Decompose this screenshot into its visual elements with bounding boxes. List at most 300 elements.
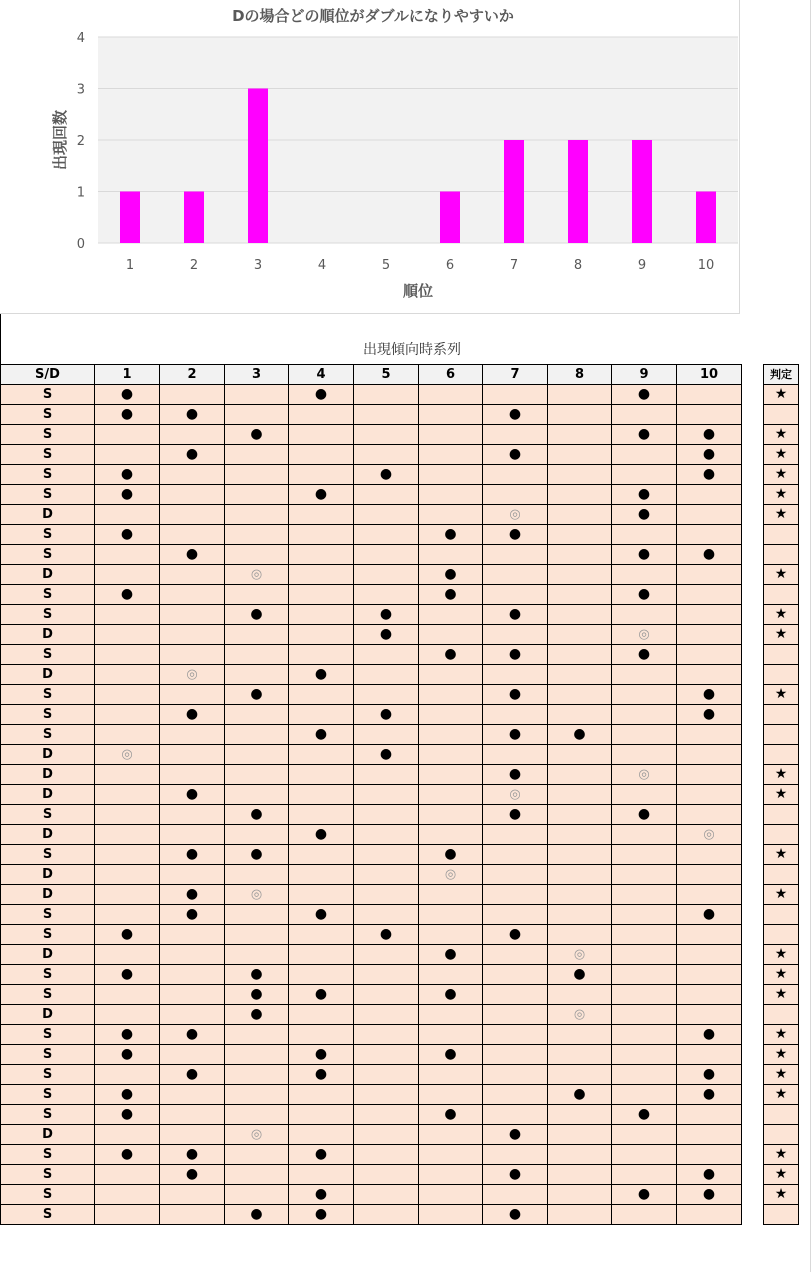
rank-cell: ● xyxy=(289,665,354,685)
rank-cell: ◎ xyxy=(612,625,677,645)
rank-cell: ● xyxy=(95,1105,160,1125)
rank-cell: ● xyxy=(677,1085,742,1105)
rank-header: 3 xyxy=(225,365,289,385)
rank-cell: ● xyxy=(225,605,289,625)
judge-cell xyxy=(764,865,799,885)
rank-cell: ● xyxy=(677,445,742,465)
rank-cell xyxy=(548,1105,612,1125)
rank-cell: ● xyxy=(289,825,354,845)
rank-cell xyxy=(612,865,677,885)
rank-cell: ● xyxy=(160,705,225,725)
rank-cell: ● xyxy=(612,585,677,605)
rank-cell xyxy=(419,405,483,425)
judge-cell xyxy=(764,1005,799,1025)
rank-cell xyxy=(677,845,742,865)
judge-row xyxy=(764,1085,799,1105)
sd-cell: S xyxy=(1,905,95,925)
rank-cell: ● xyxy=(289,1145,354,1165)
rank-cell xyxy=(354,525,419,545)
rank-cell xyxy=(483,905,548,925)
table-row xyxy=(1,925,742,945)
rank-cell xyxy=(354,1005,419,1025)
x-tick-label: 6 xyxy=(445,258,455,273)
judge-row xyxy=(764,845,799,865)
rank-cell: ● xyxy=(677,1065,742,1085)
sd-cell: S xyxy=(1,1045,95,1065)
sd-header: S/D xyxy=(1,365,95,385)
rank-cell xyxy=(289,1125,354,1145)
rank-cell xyxy=(289,745,354,765)
rank-cell xyxy=(160,1185,225,1205)
rank-cell xyxy=(483,425,548,445)
table-row xyxy=(1,525,742,545)
rank-cell xyxy=(289,865,354,885)
rank-cell: ● xyxy=(612,1105,677,1125)
judge-row xyxy=(764,1005,799,1025)
rank-cell: ● xyxy=(483,1165,548,1185)
rank-cell xyxy=(160,385,225,405)
rank-cell xyxy=(160,1205,225,1225)
rank-cell: ◎ xyxy=(225,565,289,585)
judge-row xyxy=(764,1205,799,1225)
rank-cell xyxy=(225,665,289,685)
rank-cell xyxy=(225,945,289,965)
sd-cell: S xyxy=(1,445,95,465)
rank-cell xyxy=(419,1185,483,1205)
rank-cell xyxy=(612,985,677,1005)
rank-cell xyxy=(483,665,548,685)
rank-cell xyxy=(612,1145,677,1165)
rank-cell: ● xyxy=(677,705,742,725)
rank-cell xyxy=(612,965,677,985)
rank-cell: ● xyxy=(95,1025,160,1045)
rank-cell xyxy=(677,805,742,825)
table-row xyxy=(1,965,742,985)
rank-cell xyxy=(354,485,419,505)
table-row xyxy=(1,1165,742,1185)
rank-cell xyxy=(95,625,160,645)
judge-row xyxy=(764,725,799,745)
rank-cell xyxy=(548,665,612,685)
rank-cell xyxy=(160,625,225,645)
rank-cell xyxy=(289,405,354,425)
rank-cell xyxy=(225,465,289,485)
rank-cell xyxy=(95,845,160,865)
judge-cell xyxy=(764,825,799,845)
judge-cell: ★ xyxy=(764,945,799,965)
sd-cell: D xyxy=(1,625,95,645)
rank-cell: ● xyxy=(95,525,160,545)
rank-cell xyxy=(483,1065,548,1085)
sd-cell: D xyxy=(1,765,95,785)
rank-cell: ● xyxy=(419,645,483,665)
rank-cell xyxy=(225,645,289,665)
rank-cell xyxy=(289,965,354,985)
rank-cell: ● xyxy=(612,485,677,505)
rank-cell xyxy=(354,1125,419,1145)
rank-cell: ● xyxy=(289,1045,354,1065)
sd-cell: S xyxy=(1,725,95,745)
judge-cell xyxy=(764,805,799,825)
judge-row xyxy=(764,1145,799,1165)
judge-row xyxy=(764,485,799,505)
rank-cell xyxy=(677,945,742,965)
judge-row xyxy=(764,925,799,945)
rank-cell xyxy=(160,725,225,745)
rank-cell xyxy=(225,865,289,885)
rank-cell xyxy=(354,385,419,405)
x-tick-label: 9 xyxy=(637,258,647,273)
table-row xyxy=(1,425,742,445)
rank-cell xyxy=(95,705,160,725)
rank-cell xyxy=(160,1105,225,1125)
rank-cell: ● xyxy=(95,385,160,405)
sd-cell: S xyxy=(1,605,95,625)
rank-cell xyxy=(419,605,483,625)
judge-cell: ★ xyxy=(764,605,799,625)
table-title: 出現傾向時系列 xyxy=(363,342,461,358)
rank-cell xyxy=(419,1005,483,1025)
rank-cell xyxy=(419,925,483,945)
rank-cell: ◎ xyxy=(677,825,742,845)
table-row xyxy=(1,625,742,645)
rank-cell: ● xyxy=(677,465,742,485)
judge-row xyxy=(764,1185,799,1205)
rank-cell xyxy=(95,1065,160,1085)
judge-row xyxy=(764,785,799,805)
frame-line-right xyxy=(810,0,811,1272)
rank-cell: ● xyxy=(225,685,289,705)
rank-cell xyxy=(354,565,419,585)
rank-cell xyxy=(225,1145,289,1165)
judge-cell xyxy=(764,1205,799,1225)
rank-cell xyxy=(548,1205,612,1225)
rank-cell: ● xyxy=(225,1005,289,1025)
rank-cell xyxy=(677,645,742,665)
rank-cell xyxy=(354,1085,419,1105)
rank-cell: ● xyxy=(677,545,742,565)
rank-cell xyxy=(160,485,225,505)
rank-cell: ● xyxy=(160,1145,225,1165)
rank-cell xyxy=(677,765,742,785)
rank-cell xyxy=(677,925,742,945)
sd-cell: S xyxy=(1,425,95,445)
rank-cell xyxy=(289,465,354,485)
x-tick-label: 3 xyxy=(253,258,263,273)
rank-cell xyxy=(548,465,612,485)
rank-cell: ● xyxy=(548,725,612,745)
judge-cell: ★ xyxy=(764,885,799,905)
judge-cell xyxy=(764,1105,799,1125)
table-row xyxy=(1,845,742,865)
judge-cell: ★ xyxy=(764,1045,799,1065)
rank-cell xyxy=(160,985,225,1005)
rank-cell xyxy=(225,405,289,425)
judge-cell xyxy=(764,705,799,725)
rank-cell xyxy=(354,785,419,805)
rank-cell xyxy=(225,1185,289,1205)
rank-cell xyxy=(289,625,354,645)
rank-cell xyxy=(95,1205,160,1225)
table-row xyxy=(1,1145,742,1165)
sd-cell: D xyxy=(1,1005,95,1025)
rank-header: 6 xyxy=(419,365,483,385)
rank-cell xyxy=(677,785,742,805)
judge-row xyxy=(764,1025,799,1045)
rank-cell xyxy=(612,465,677,485)
table-row xyxy=(1,1105,742,1125)
rank-cell xyxy=(95,945,160,965)
rank-cell: ● xyxy=(677,425,742,445)
table-row xyxy=(1,1085,742,1105)
rank-cell xyxy=(160,505,225,525)
rank-cell xyxy=(677,885,742,905)
rank-cell xyxy=(289,685,354,705)
sd-cell: S xyxy=(1,405,95,425)
rank-cell: ● xyxy=(612,645,677,665)
rank-cell xyxy=(419,1165,483,1185)
rank-cell: ● xyxy=(95,585,160,605)
bar xyxy=(184,192,204,244)
judge-cell xyxy=(764,545,799,565)
rank-cell xyxy=(95,785,160,805)
rank-cell: ◎ xyxy=(548,1005,612,1025)
judge-cell xyxy=(764,925,799,945)
rank-cell xyxy=(289,1085,354,1105)
rank-cell xyxy=(95,545,160,565)
rank-cell: ● xyxy=(612,545,677,565)
rank-cell xyxy=(548,865,612,885)
bar xyxy=(504,140,524,243)
rank-cell: ◎ xyxy=(225,885,289,905)
rank-cell xyxy=(548,625,612,645)
sd-cell: D xyxy=(1,1125,95,1145)
rank-cell xyxy=(354,665,419,685)
rank-cell xyxy=(225,1105,289,1125)
rank-cell xyxy=(225,1085,289,1105)
rank-cell xyxy=(160,945,225,965)
rank-cell: ● xyxy=(612,505,677,525)
judge-row xyxy=(764,545,799,565)
rank-cell xyxy=(677,985,742,1005)
rank-cell: ● xyxy=(289,725,354,745)
sd-cell: S xyxy=(1,705,95,725)
rank-cell xyxy=(289,1025,354,1045)
rank-cell xyxy=(225,505,289,525)
rank-cell xyxy=(483,485,548,505)
judge-row xyxy=(764,705,799,725)
rank-cell xyxy=(419,685,483,705)
rank-cell: ● xyxy=(483,525,548,545)
rank-cell xyxy=(612,925,677,945)
rank-cell xyxy=(677,1045,742,1065)
rank-cell: ● xyxy=(677,685,742,705)
bar xyxy=(120,192,140,244)
rank-cell xyxy=(354,1025,419,1045)
rank-cell xyxy=(289,925,354,945)
rank-cell xyxy=(612,605,677,625)
rank-cell xyxy=(419,425,483,445)
table-row xyxy=(1,945,742,965)
judge-cell: ★ xyxy=(764,625,799,645)
rank-header: 7 xyxy=(483,365,548,385)
rank-cell xyxy=(354,965,419,985)
judge-row xyxy=(764,745,799,765)
rank-header: 1 xyxy=(95,365,160,385)
rank-cell: ◎ xyxy=(612,765,677,785)
rank-cell xyxy=(612,885,677,905)
rank-cell xyxy=(354,865,419,885)
rank-cell xyxy=(354,1105,419,1125)
bar xyxy=(440,192,460,244)
rank-cell xyxy=(612,1025,677,1045)
judge-cell: ★ xyxy=(764,565,799,585)
rank-cell xyxy=(677,865,742,885)
rank-cell xyxy=(612,1205,677,1225)
table-row xyxy=(1,1065,742,1085)
judge-row xyxy=(764,445,799,465)
rank-cell: ● xyxy=(354,745,419,765)
rank-cell: ● xyxy=(483,925,548,945)
rank-cell xyxy=(483,965,548,985)
rank-cell xyxy=(225,765,289,785)
rank-cell: ● xyxy=(160,1065,225,1085)
rank-cell xyxy=(95,1125,160,1145)
rank-cell xyxy=(160,965,225,985)
rank-cell xyxy=(160,685,225,705)
rank-cell xyxy=(612,1165,677,1185)
rank-cell xyxy=(419,505,483,525)
rank-cell xyxy=(548,765,612,785)
rank-cell xyxy=(548,685,612,705)
rank-cell xyxy=(548,485,612,505)
rank-cell xyxy=(612,1125,677,1145)
rank-cell xyxy=(548,445,612,465)
rank-cell xyxy=(677,625,742,645)
sd-cell: S xyxy=(1,1085,95,1105)
judge-cell: ★ xyxy=(764,985,799,1005)
rank-cell: ● xyxy=(483,605,548,625)
sd-cell: D xyxy=(1,565,95,585)
judge-cell: ★ xyxy=(764,1085,799,1105)
judge-row xyxy=(764,425,799,445)
rank-cell xyxy=(289,425,354,445)
rank-cell xyxy=(160,825,225,845)
rank-cell xyxy=(354,1185,419,1205)
rank-cell xyxy=(95,505,160,525)
rank-cell xyxy=(548,805,612,825)
rank-cell xyxy=(289,805,354,825)
table-row xyxy=(1,805,742,825)
rank-cell xyxy=(225,525,289,545)
rank-cell: ● xyxy=(548,965,612,985)
rank-cell xyxy=(95,985,160,1005)
judge-row xyxy=(764,985,799,1005)
rank-cell xyxy=(289,785,354,805)
judge-row xyxy=(764,605,799,625)
rank-cell xyxy=(548,405,612,425)
rank-cell: ● xyxy=(95,1085,160,1105)
rank-cell xyxy=(419,665,483,685)
rank-cell xyxy=(225,1065,289,1085)
rank-cell: ● xyxy=(225,845,289,865)
sd-cell: S xyxy=(1,685,95,705)
rank-cell xyxy=(289,885,354,905)
judge-cell: ★ xyxy=(764,965,799,985)
rank-cell xyxy=(160,1125,225,1145)
rank-cell xyxy=(612,905,677,925)
rank-cell xyxy=(289,1165,354,1185)
rank-cell xyxy=(548,1165,612,1185)
table-row xyxy=(1,505,742,525)
rank-cell xyxy=(354,825,419,845)
judge-row xyxy=(764,565,799,585)
rank-cell xyxy=(289,445,354,465)
rank-cell xyxy=(354,1145,419,1165)
rank-cell xyxy=(548,525,612,545)
rank-cell: ● xyxy=(419,985,483,1005)
rank-cell xyxy=(354,1045,419,1065)
sd-cell: S xyxy=(1,1145,95,1165)
rank-cell xyxy=(160,645,225,665)
judge-row xyxy=(764,405,799,425)
judge-row xyxy=(764,1105,799,1125)
rank-cell: ● xyxy=(419,565,483,585)
rank-cell xyxy=(612,1065,677,1085)
table-row xyxy=(1,545,742,565)
bar xyxy=(568,140,588,243)
rank-cell xyxy=(677,585,742,605)
rank-cell xyxy=(95,425,160,445)
rank-cell xyxy=(225,585,289,605)
rank-cell: ● xyxy=(612,425,677,445)
rank-cell xyxy=(419,1085,483,1105)
rank-cell xyxy=(677,965,742,985)
sd-cell: S xyxy=(1,1165,95,1185)
rank-cell xyxy=(419,905,483,925)
rank-cell xyxy=(225,625,289,645)
rank-cell xyxy=(419,545,483,565)
rank-cell xyxy=(354,725,419,745)
rank-cell xyxy=(612,1005,677,1025)
rank-cell xyxy=(354,985,419,1005)
rank-cell xyxy=(289,1105,354,1125)
judge-cell: ★ xyxy=(764,1065,799,1085)
table-row xyxy=(1,745,742,765)
rank-cell xyxy=(677,525,742,545)
rank-cell xyxy=(483,1005,548,1025)
judge-header: 判定 xyxy=(764,365,799,385)
sd-cell: S xyxy=(1,985,95,1005)
rank-cell xyxy=(548,1025,612,1045)
rank-cell xyxy=(354,645,419,665)
rank-cell xyxy=(160,805,225,825)
rank-cell: ● xyxy=(95,485,160,505)
rank-cell xyxy=(612,525,677,545)
judge-cell: ★ xyxy=(764,485,799,505)
rank-cell xyxy=(225,485,289,505)
rank-cell: ● xyxy=(160,885,225,905)
sd-cell: S xyxy=(1,545,95,565)
rank-cell: ● xyxy=(160,785,225,805)
judge-cell: ★ xyxy=(764,465,799,485)
rank-cell xyxy=(548,1065,612,1085)
judge-row xyxy=(764,905,799,925)
judge-row xyxy=(764,965,799,985)
rank-cell xyxy=(548,1185,612,1205)
rank-cell: ● xyxy=(354,925,419,945)
rank-cell xyxy=(612,405,677,425)
